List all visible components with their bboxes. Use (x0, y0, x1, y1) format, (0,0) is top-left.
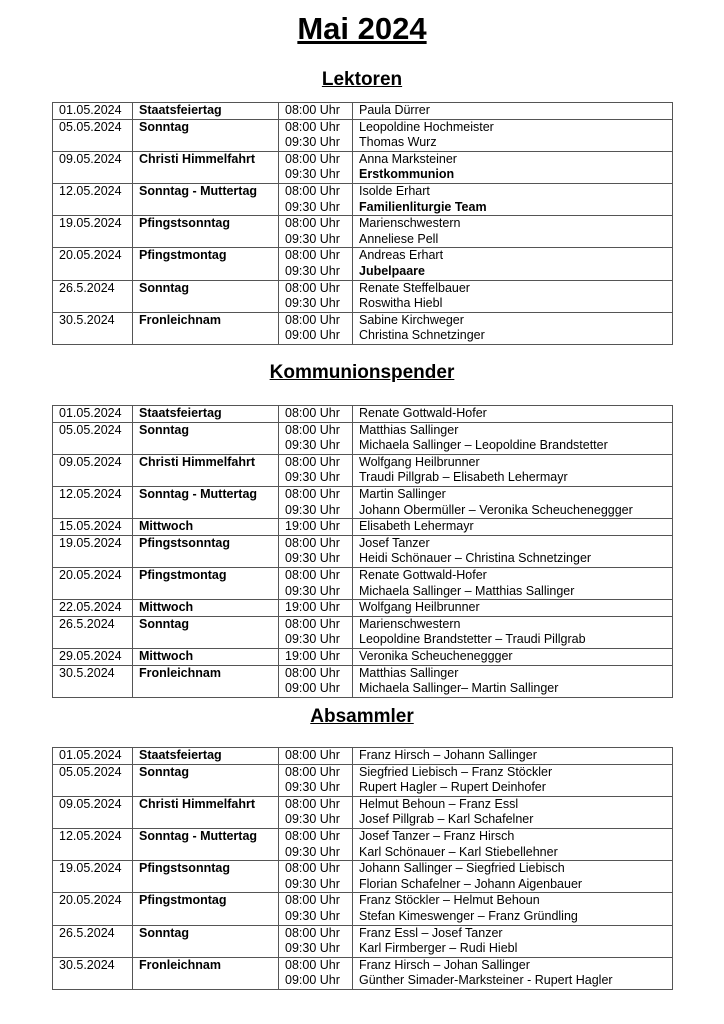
person-name: Sabine Kirchweger (359, 312, 464, 327)
person-name: Heidi Schönauer – Christina Schnetzinger (359, 551, 592, 566)
table-row (53, 828, 673, 860)
time-cell (279, 535, 353, 567)
name-cell (353, 216, 673, 248)
time-text: 09:30 Uhr (285, 941, 340, 956)
date-cell: 05.05.2024 (53, 764, 133, 796)
time-cell (279, 486, 353, 518)
date-cell: 09.05.2024 (53, 151, 133, 183)
day-cell: Pfingstmontag (133, 248, 279, 280)
time-text: 08:00 Uhr (285, 312, 340, 327)
person-name: Renate Gottwald-Hofer (359, 406, 487, 420)
time-text: 09:00 Uhr (285, 328, 340, 343)
time-text: 08:00 Uhr (285, 796, 340, 811)
day-cell: Staatsfeiertag (133, 103, 279, 120)
time-text: 09:30 Uhr (285, 470, 340, 485)
date-cell: 01.05.2024 (53, 103, 133, 120)
person-name: Leopoldine Brandstetter – Traudi Pillgrab (359, 632, 586, 647)
day-cell: Sonntag (133, 764, 279, 796)
date-cell: 26.5.2024 (53, 925, 133, 957)
person-name: Franz Hirsch – Johann Sallinger (359, 748, 537, 762)
table-row (53, 422, 673, 454)
name-cell (353, 312, 673, 344)
person-name: Thomas Wurz (359, 135, 437, 150)
time-text: 08:00 Uhr (285, 406, 340, 420)
name-cell (353, 796, 673, 828)
table-row (53, 925, 673, 957)
time-text: 08:00 Uhr (285, 151, 340, 166)
day-cell: Fronleichnam (133, 665, 279, 697)
time-text: 09:30 Uhr (285, 780, 340, 795)
table-row (53, 312, 673, 344)
time-text: 09:30 Uhr (285, 263, 340, 278)
time-text: 08:00 Uhr (285, 957, 340, 972)
table-row (53, 796, 673, 828)
date-cell: 12.05.2024 (53, 183, 133, 215)
time-cell (279, 828, 353, 860)
time-text: 08:00 Uhr (285, 616, 340, 631)
date-cell: 30.5.2024 (53, 312, 133, 344)
name-cell (353, 486, 673, 518)
day-cell: Pfingstsonntag (133, 216, 279, 248)
time-cell (279, 119, 353, 151)
time-cell (279, 796, 353, 828)
table-row (53, 957, 673, 989)
date-cell: 19.05.2024 (53, 216, 133, 248)
person-name: Erstkommunion (359, 167, 455, 182)
date-cell: 20.05.2024 (53, 893, 133, 925)
name-cell (353, 616, 673, 648)
day-cell: Sonntag - Muttertag (133, 486, 279, 518)
table-row (53, 748, 673, 765)
time-cell (279, 648, 353, 665)
time-text: 09:30 Uhr (285, 812, 340, 827)
person-name: Familienliturgie Team (359, 199, 487, 214)
name-cell (353, 454, 673, 486)
person-name: Martin Sallinger (359, 486, 446, 501)
name-cell (353, 406, 673, 423)
time-text: 09:30 Uhr (285, 438, 340, 453)
day-cell: Sonntag (133, 925, 279, 957)
person-name: Günther Simader-Marksteiner - Rupert Hagler (359, 973, 613, 988)
time-cell (279, 748, 353, 765)
date-cell: 01.05.2024 (53, 406, 133, 423)
date-cell: 05.05.2024 (53, 119, 133, 151)
time-text: 09:30 Uhr (285, 583, 340, 598)
name-cell (353, 422, 673, 454)
table-row (53, 280, 673, 312)
time-text: 08:00 Uhr (285, 216, 340, 231)
time-text: 08:00 Uhr (285, 665, 340, 680)
time-text: 09:30 Uhr (285, 167, 340, 182)
day-cell: Christi Himmelfahrt (133, 454, 279, 486)
time-cell (279, 665, 353, 697)
time-cell (279, 312, 353, 344)
time-text: 08:00 Uhr (285, 422, 340, 437)
date-cell: 09.05.2024 (53, 796, 133, 828)
person-name: Stefan Kimeswenger – Franz Gründling (359, 908, 578, 923)
person-name: Helmut Behoun – Franz Essl (359, 796, 519, 811)
person-name: Matthias Sallinger (359, 665, 459, 680)
name-cell (353, 925, 673, 957)
date-cell: 22.05.2024 (53, 600, 133, 617)
day-cell: Pfingstmontag (133, 567, 279, 599)
time-cell (279, 567, 353, 599)
name-cell (353, 957, 673, 989)
time-text: 09:30 Uhr (285, 876, 340, 891)
date-cell: 30.5.2024 (53, 665, 133, 697)
date-cell: 15.05.2024 (53, 519, 133, 536)
time-text: 09:30 Uhr (285, 296, 340, 311)
date-cell: 09.05.2024 (53, 454, 133, 486)
person-name: Veronika Scheucheneggger (359, 648, 513, 663)
name-cell (353, 764, 673, 796)
person-name: Karl Firmberger – Rudi Hiebl (359, 941, 518, 956)
time-cell (279, 406, 353, 423)
name-cell (353, 183, 673, 215)
table-row (53, 861, 673, 893)
section-title-kommunionspender: Kommunionspender (269, 362, 455, 383)
name-cell (353, 567, 673, 599)
time-text: 09:30 Uhr (285, 551, 340, 566)
date-cell: 01.05.2024 (53, 748, 133, 765)
time-text: 08:00 Uhr (285, 486, 340, 501)
time-text: 08:00 Uhr (285, 828, 340, 843)
date-cell: 20.05.2024 (53, 248, 133, 280)
person-name: Paula Dürrer (359, 103, 430, 117)
day-cell: Pfingstmontag (133, 893, 279, 925)
person-name: Wolfgang Heilbrunner (359, 454, 480, 469)
time-cell (279, 861, 353, 893)
table-row (53, 119, 673, 151)
name-cell (353, 151, 673, 183)
table-row (53, 248, 673, 280)
day-cell: Staatsfeiertag (133, 406, 279, 423)
section-title-lektoren: Lektoren (321, 69, 403, 90)
time-text: 08:00 Uhr (285, 535, 340, 550)
roster-table-kommunionspender (52, 405, 673, 698)
table-row (53, 665, 673, 697)
person-name: Wolfgang Heilbrunner (359, 600, 480, 615)
table-row (53, 519, 673, 536)
table-row (53, 535, 673, 567)
table-row (53, 893, 673, 925)
time-cell (279, 519, 353, 536)
time-text: 19:00 Uhr (285, 519, 340, 534)
name-cell (353, 893, 673, 925)
time-text: 09:30 Uhr (285, 199, 340, 214)
table-row (53, 616, 673, 648)
person-name: Rupert Hagler – Rupert Deinhofer (359, 780, 546, 795)
date-cell: 12.05.2024 (53, 486, 133, 518)
time-cell (279, 616, 353, 648)
person-name: Renate Steffelbauer (359, 280, 470, 295)
time-text: 09:30 Uhr (285, 135, 340, 150)
name-cell (353, 861, 673, 893)
person-name: Elisabeth Lehermayr (359, 519, 474, 534)
time-cell (279, 151, 353, 183)
page-title: Mai 2024 (297, 11, 427, 46)
person-name: Franz Stöckler – Helmut Behoun (359, 893, 540, 908)
time-cell (279, 764, 353, 796)
person-name: Christina Schnetzinger (359, 328, 485, 343)
day-cell: Mittwoch (133, 519, 279, 536)
table-row (53, 648, 673, 665)
date-cell: 12.05.2024 (53, 828, 133, 860)
time-text: 09:30 Uhr (285, 908, 340, 923)
person-name: Andreas Erhart (359, 248, 444, 263)
time-text: 09:30 Uhr (285, 844, 340, 859)
table-row (53, 216, 673, 248)
day-cell: Sonntag (133, 422, 279, 454)
table-row (53, 567, 673, 599)
time-text: 08:00 Uhr (285, 764, 340, 779)
name-cell (353, 748, 673, 765)
time-cell (279, 957, 353, 989)
person-name: Roswitha Hiebl (359, 296, 443, 311)
person-name: Josef Tanzer (359, 535, 430, 550)
name-cell (353, 280, 673, 312)
time-text: 08:00 Uhr (285, 861, 340, 876)
time-text: 08:00 Uhr (285, 119, 340, 134)
time-text: 08:00 Uhr (285, 893, 340, 908)
table-row (53, 183, 673, 215)
person-name: Johann Sallinger – Siegfried Liebisch (359, 861, 565, 876)
time-text: 08:00 Uhr (285, 280, 340, 295)
person-name: Michaela Sallinger– Martin Sallinger (359, 681, 559, 696)
roster-table-lektoren (52, 102, 673, 345)
person-name: Jubelpaare (359, 263, 426, 278)
name-cell (353, 535, 673, 567)
date-cell: 19.05.2024 (53, 535, 133, 567)
date-cell: 19.05.2024 (53, 861, 133, 893)
name-cell (353, 103, 673, 120)
table-row (53, 151, 673, 183)
time-text: 19:00 Uhr (285, 648, 340, 663)
person-name: Leopoldine Hochmeister (359, 119, 494, 134)
name-cell (353, 665, 673, 697)
table-row (53, 764, 673, 796)
person-name: Josef Tanzer – Franz Hirsch (359, 828, 515, 843)
day-cell: Sonntag - Muttertag (133, 183, 279, 215)
time-cell (279, 600, 353, 617)
person-name: Anna Marksteiner (359, 151, 457, 166)
time-text: 08:00 Uhr (285, 183, 340, 198)
person-name: Isolde Erhart (359, 183, 430, 198)
time-text: 08:00 Uhr (285, 248, 340, 263)
time-text: 09:00 Uhr (285, 973, 340, 988)
person-name: Matthias Sallinger (359, 422, 459, 437)
name-cell (353, 248, 673, 280)
day-cell: Sonntag - Muttertag (133, 828, 279, 860)
date-cell: 05.05.2024 (53, 422, 133, 454)
day-cell: Fronleichnam (133, 312, 279, 344)
date-cell: 26.5.2024 (53, 280, 133, 312)
day-cell: Sonntag (133, 616, 279, 648)
time-cell (279, 893, 353, 925)
person-name: Franz Hirsch – Johan Sallinger (359, 957, 530, 972)
day-cell: Christi Himmelfahrt (133, 151, 279, 183)
time-text: 08:00 Uhr (285, 454, 340, 469)
date-cell: 20.05.2024 (53, 567, 133, 599)
time-cell (279, 103, 353, 120)
time-cell (279, 280, 353, 312)
day-cell: Staatsfeiertag (133, 748, 279, 765)
person-name: Michaela Sallinger – Leopoldine Brandstetter (359, 438, 608, 453)
time-cell (279, 454, 353, 486)
day-cell: Fronleichnam (133, 957, 279, 989)
time-text: 19:00 Uhr (285, 600, 340, 615)
day-cell: Sonntag (133, 280, 279, 312)
person-name: Marienschwestern (359, 616, 461, 631)
day-cell: Pfingstsonntag (133, 861, 279, 893)
day-cell: Mittwoch (133, 600, 279, 617)
person-name: Renate Gottwald-Hofer (359, 567, 487, 582)
table-row (53, 454, 673, 486)
date-cell: 29.05.2024 (53, 648, 133, 665)
person-name: Florian Schafelner – Johann Aigenbauer (359, 876, 583, 891)
table-row (53, 103, 673, 120)
time-text: 08:00 Uhr (285, 925, 340, 940)
day-cell: Mittwoch (133, 648, 279, 665)
date-cell: 26.5.2024 (53, 616, 133, 648)
time-cell (279, 183, 353, 215)
person-name: Josef Pillgrab – Karl Schafelner (359, 812, 534, 827)
person-name: Michaela Sallinger – Matthias Sallinger (359, 583, 575, 598)
name-cell (353, 119, 673, 151)
person-name: Traudi Pillgrab – Elisabeth Lehermayr (359, 470, 568, 485)
date-cell: 30.5.2024 (53, 957, 133, 989)
name-cell (353, 648, 673, 665)
time-cell (279, 248, 353, 280)
day-cell: Pfingstsonntag (133, 535, 279, 567)
person-name: Siegfried Liebisch – Franz Stöckler (359, 764, 553, 779)
time-cell (279, 925, 353, 957)
day-cell: Christi Himmelfahrt (133, 796, 279, 828)
name-cell (353, 519, 673, 536)
person-name: Johann Obermüller – Veronika Scheucheneggger (359, 502, 633, 517)
time-text: 08:00 Uhr (285, 103, 340, 117)
time-text: 08:00 Uhr (285, 748, 340, 762)
time-cell (279, 422, 353, 454)
person-name: Marienschwestern (359, 216, 461, 231)
table-row (53, 486, 673, 518)
name-cell (353, 828, 673, 860)
person-name: Anneliese Pell (359, 231, 439, 246)
table-row (53, 406, 673, 423)
time-text: 09:00 Uhr (285, 681, 340, 696)
time-text: 08:00 Uhr (285, 567, 340, 582)
name-cell (353, 600, 673, 617)
table-row (53, 600, 673, 617)
roster-table-absammler (52, 747, 673, 990)
section-title-absammler: Absammler (310, 706, 414, 727)
day-cell: Sonntag (133, 119, 279, 151)
person-name: Franz Essl – Josef Tanzer (359, 925, 503, 940)
time-text: 09:30 Uhr (285, 632, 340, 647)
time-text: 09:30 Uhr (285, 231, 340, 246)
person-name: Karl Schönauer – Karl Stiebellehner (359, 844, 558, 859)
time-cell (279, 216, 353, 248)
time-text: 09:30 Uhr (285, 502, 340, 517)
